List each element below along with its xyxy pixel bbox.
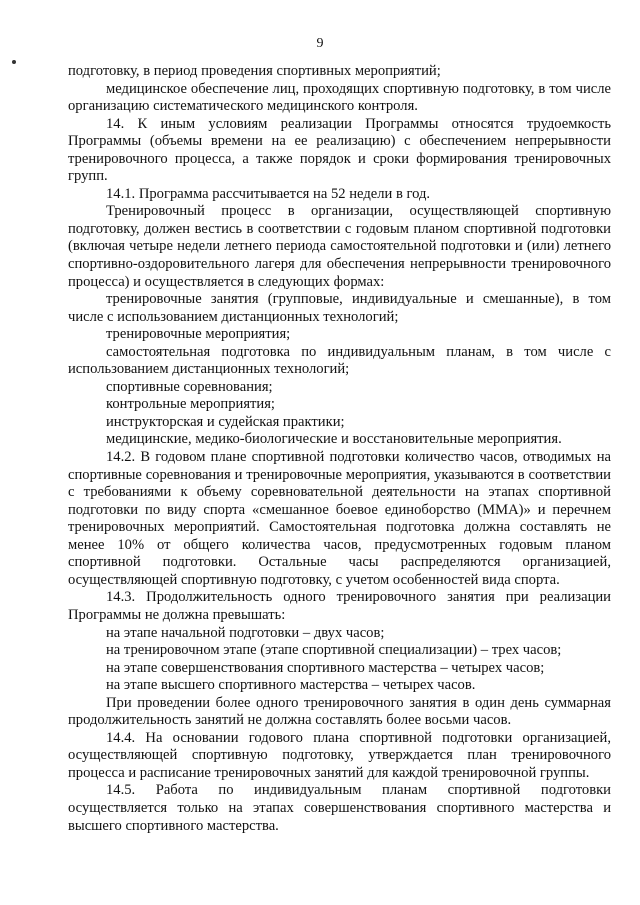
scan-speck <box>12 60 16 64</box>
paragraph: подготовку, в период проведения спортивных мероприятий; <box>68 63 441 79</box>
paragraph: на этапе совершенствования спортивного мастерства – четырех часов; <box>106 659 545 676</box>
paragraph: 14.3. Продолжительность одного тренировочного занятия при реализации Программы не должна превышать: <box>68 589 611 623</box>
paragraph: медицинское обеспечение лиц, проходящих спортивную подготовку, в том числе организацию систематического медицинского контроля. <box>68 80 611 115</box>
paragraph: спортивные соревнования; <box>106 378 273 395</box>
paragraph: 14.2. В годовом плане спортивной подготовки количество часов, отводимых на спортивные соревнования и тренировочные мероприятия, указываются в соответствии с требованиями к объему соревновательной деятельности на этапах спортивной подготовки по виду спорта «смешанное боевое единоборство (ММА)» и перечнем тренировочных мероприятий. Самостоятельная подготовка должна составлять не менее 10% от общего количества часов, предусмотренных годовым планом спортивной подготовки. Остальные часы распределяются организацией, осуществляющей спортивную подготовку, с учетом особенностей вида спорта. <box>68 449 611 588</box>
paragraph: При проведении более одного тренировочного занятия в один день суммарная продолжительность занятий не должна составлять более восьми часов. <box>68 694 611 729</box>
paragraph: контрольные мероприятия; <box>106 396 275 413</box>
paragraph: 14. К иным условиям реализации Программы относятся трудоемкость Программы (объемы времени на ее реализацию) с обеспечением непрерывности тренировочного процесса, а также порядок и сроки формирования тренировочных групп. <box>68 115 611 185</box>
paragraph: тренировочные мероприятия; <box>106 326 291 343</box>
paragraph: медицинские, медико-биологические и восстановительные мероприятия. <box>106 431 562 448</box>
paragraph: Тренировочный процесс в организации, осуществляющей спортивную подготовку, должен вестись в соответствии с годовым планом спортивной подготовки (включая четыре недели летнего периода самостоятельной подготовки и (или) летнего спортивно-оздоровительного лагеря для обеспечения непрерывности тренировочного процесса) и осуществляется в следующих формах: <box>68 203 611 290</box>
paragraph: на этапе начальной подготовки – двух часов; <box>106 624 385 641</box>
paragraph: на этапе высшего спортивного мастерства – четырех часов. <box>106 677 476 694</box>
document-body <box>68 63 611 835</box>
paragraph: 14.4. На основании годового плана спортивной подготовки организацией, осуществляющей спортивную подготовку, утверждается план тренировочного процесса и расписание тренировочных занятий для каждой тренировочной группы. <box>68 729 611 781</box>
page-number: 9 <box>316 36 324 51</box>
paragraph: 14.1. Программа рассчитывается на 52 недели в год. <box>106 185 431 202</box>
paragraph: тренировочные занятия (групповые, индивидуальные и смешанные), в том числе с использованием дистанционных технологий; <box>68 291 611 325</box>
paragraph: 14.5. Работа по индивидуальным планам спортивной подготовки осуществляется только на этапах совершенствования спортивного мастерства и высшего спортивного мастерства. <box>68 782 611 834</box>
paragraph: самостоятельная подготовка по индивидуальным планам, в том числе с использованием дистанционных технологий; <box>68 343 611 378</box>
paragraph: инструкторская и судейская практики; <box>106 413 345 430</box>
paragraph: на тренировочном этапе (этапе спортивной специализации) – трех часов; <box>106 642 562 659</box>
